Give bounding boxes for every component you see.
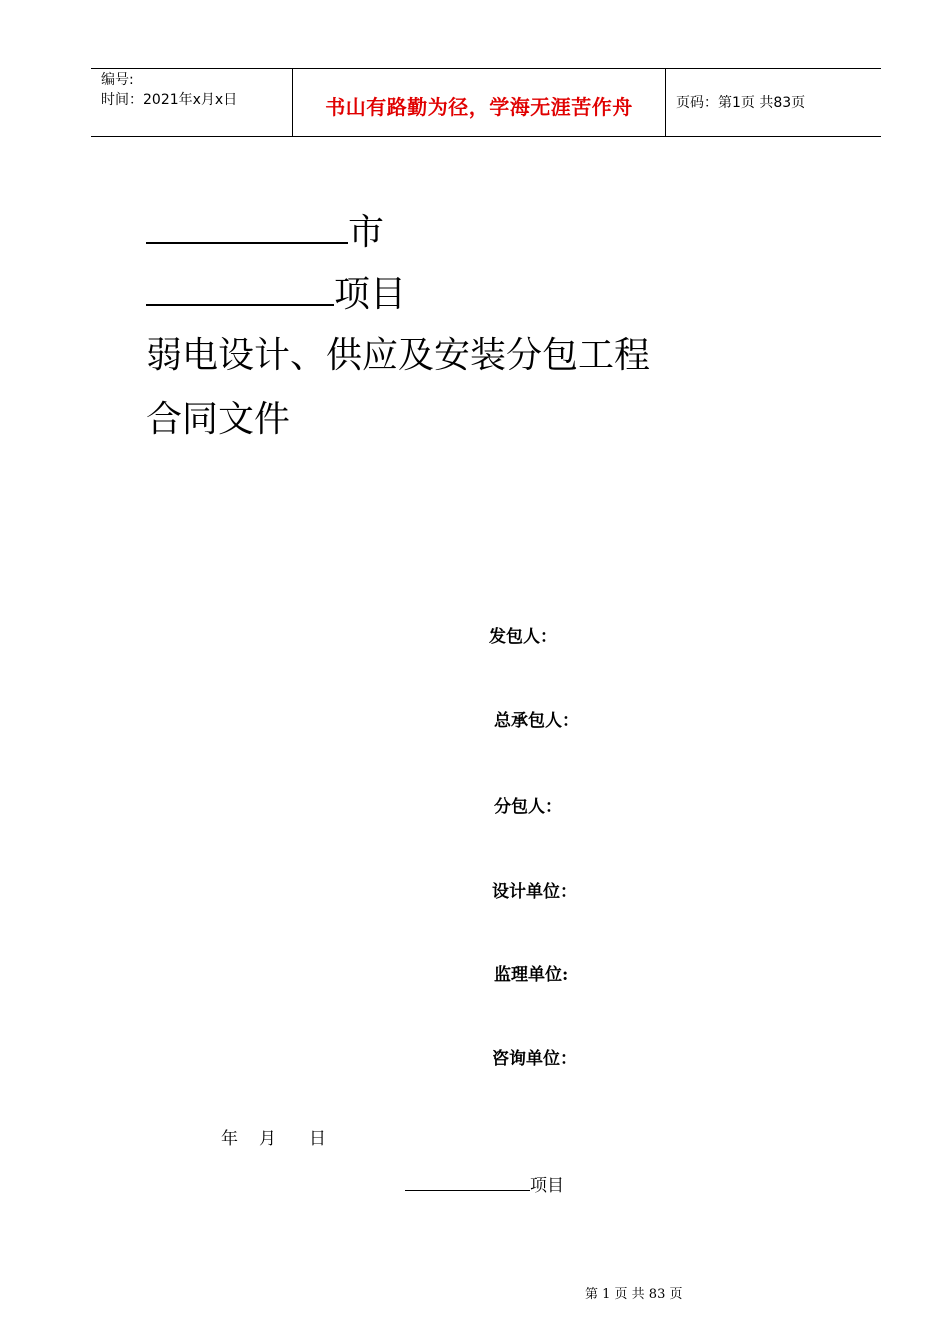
project-name-blank (405, 1172, 530, 1191)
city-suffix: 市 (348, 212, 385, 253)
project-line (405, 1171, 564, 1196)
party-employer: 发包人： (489, 627, 557, 647)
city-blank (146, 208, 348, 244)
date-month: 月 (259, 1129, 276, 1149)
party-consultant: 咨询单位： (492, 1049, 577, 1069)
title-line-main: 弱电设计、供应及安装分包工程 (146, 335, 651, 376)
project-blank (146, 270, 334, 306)
title-line-doc: 合同文件 (146, 399, 291, 440)
party-subcontractor: 分包人： (494, 797, 562, 817)
number-label: 编号: (101, 72, 134, 88)
project-suffix: 项目 (334, 274, 407, 315)
party-designer: 设计单位： (492, 882, 577, 902)
date-day: 日 (309, 1129, 326, 1149)
title-line-city (146, 208, 384, 255)
header-page-cell (666, 69, 881, 136)
project-line-suffix: 项目 (530, 1176, 564, 1196)
page-footer: 第 1 页 共 83 页 (585, 1287, 683, 1302)
time-label: 时间：2021年x月x日 (101, 92, 238, 108)
date-year: 年 (221, 1129, 238, 1149)
party-supervisor: 监理单位: (494, 965, 569, 985)
document-header (91, 68, 881, 137)
header-meta-cell (91, 69, 293, 136)
title-line-project (146, 270, 406, 317)
motto-text: 书山有路勤为径，学海无涯苦作舟 (325, 95, 633, 119)
page-info: 页码：第1页 共83页 (676, 95, 806, 111)
party-general-contractor: 总承包人： (494, 711, 579, 731)
header-motto-cell (293, 69, 666, 136)
date-line (221, 1124, 326, 1149)
